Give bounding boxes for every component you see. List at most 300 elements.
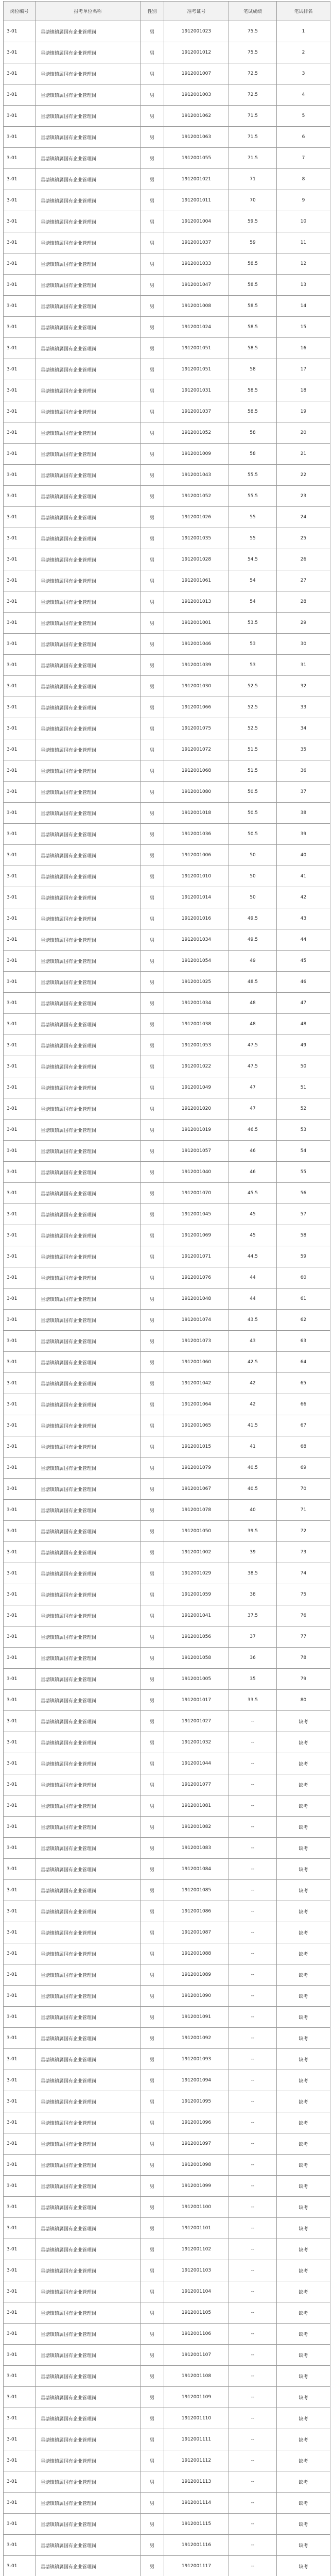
written-rank-cell: 缺考 bbox=[277, 1859, 330, 1880]
ticket-number-cell: 1912001093 bbox=[164, 2049, 229, 2070]
gender-cell: 男 bbox=[141, 2070, 164, 2091]
written-score-cell: -- bbox=[229, 1732, 277, 1753]
written-score-cell: -- bbox=[229, 1880, 277, 1901]
ticket-number-cell: 1912001104 bbox=[164, 2281, 229, 2302]
unit-name-cell: 星塘镇镇属国有企业管理岗 bbox=[36, 2345, 141, 2366]
gender-cell: 男 bbox=[141, 1120, 164, 1141]
position-code-cell: 3-01 bbox=[4, 2049, 36, 2070]
gender-cell: 男 bbox=[141, 253, 164, 275]
unit-name-cell: 星塘镇镇属国有企业管理岗 bbox=[36, 2302, 141, 2324]
unit-name-cell: 星塘镇镇属国有企业管理岗 bbox=[36, 2176, 141, 2197]
written-rank-cell: 10 bbox=[277, 211, 330, 232]
unit-name-cell: 星塘镇镇属国有企业管理岗 bbox=[36, 676, 141, 697]
position-code-cell: 3-01 bbox=[4, 1563, 36, 1584]
position-code-cell: 3-01 bbox=[4, 190, 36, 211]
gender-cell: 男 bbox=[141, 422, 164, 444]
written-rank-cell: 缺考 bbox=[277, 1774, 330, 1795]
gender-cell: 男 bbox=[141, 42, 164, 63]
table-row bbox=[4, 739, 330, 760]
position-code-cell: 3-01 bbox=[4, 1648, 36, 1669]
written-rank-cell: 65 bbox=[277, 1373, 330, 1394]
unit-name-cell: 星塘镇镇属国有企业管理岗 bbox=[36, 803, 141, 824]
ticket-number-cell: 1912001064 bbox=[164, 1394, 229, 1415]
unit-name-cell: 星塘镇镇属国有企业管理岗 bbox=[36, 1500, 141, 1521]
written-rank-cell: 28 bbox=[277, 591, 330, 613]
table-row bbox=[4, 760, 330, 782]
position-code-cell: 3-01 bbox=[4, 1436, 36, 1458]
table-row bbox=[4, 1986, 330, 2007]
written-score-cell: 58.5 bbox=[229, 401, 277, 422]
gender-cell: 男 bbox=[141, 2281, 164, 2302]
gender-cell: 男 bbox=[141, 1394, 164, 1415]
position-code-cell: 3-01 bbox=[4, 21, 36, 42]
gender-cell: 男 bbox=[141, 380, 164, 401]
written-rank-cell: 30 bbox=[277, 634, 330, 655]
written-score-cell: 45 bbox=[229, 1225, 277, 1246]
written-rank-cell: 缺考 bbox=[277, 2176, 330, 2197]
unit-name-cell: 星塘镇镇属国有企业管理岗 bbox=[36, 2514, 141, 2535]
position-code-cell: 3-01 bbox=[4, 1373, 36, 1394]
table-row bbox=[4, 1964, 330, 1986]
written-score-cell: 53.5 bbox=[229, 613, 277, 634]
table-row bbox=[4, 380, 330, 401]
gender-cell: 男 bbox=[141, 2218, 164, 2239]
written-rank-cell: 45 bbox=[277, 951, 330, 972]
position-code-cell: 3-01 bbox=[4, 1542, 36, 1563]
ticket-number-cell: 1912001114 bbox=[164, 2493, 229, 2514]
unit-name-cell: 星塘镇镇属国有企业管理岗 bbox=[36, 972, 141, 993]
ticket-number-cell: 1912001004 bbox=[164, 211, 229, 232]
written-score-cell: -- bbox=[229, 2197, 277, 2218]
position-code-cell: 3-01 bbox=[4, 1120, 36, 1141]
table-row bbox=[4, 1711, 330, 1732]
ticket-number-cell: 1912001022 bbox=[164, 1056, 229, 1077]
ticket-number-cell: 1912001003 bbox=[164, 84, 229, 106]
written-rank-cell: 33 bbox=[277, 697, 330, 718]
header-position-code: 岗位编号 bbox=[4, 2, 36, 21]
table-row bbox=[4, 1922, 330, 1943]
position-code-cell: 3-01 bbox=[4, 1267, 36, 1289]
table-row bbox=[4, 1035, 330, 1056]
ticket-number-cell: 1912001110 bbox=[164, 2408, 229, 2429]
unit-name-cell: 星塘镇镇属国有企业管理岗 bbox=[36, 42, 141, 63]
written-rank-cell: 12 bbox=[277, 253, 330, 275]
position-code-cell: 3-01 bbox=[4, 2197, 36, 2218]
unit-name-cell: 星塘镇镇属国有企业管理岗 bbox=[36, 1711, 141, 1732]
position-code-cell: 3-01 bbox=[4, 84, 36, 106]
written-score-cell: 39.5 bbox=[229, 1521, 277, 1542]
table-row bbox=[4, 2450, 330, 2471]
table-row bbox=[4, 2556, 330, 2576]
header-ticket-number: 准考证号 bbox=[164, 2, 229, 21]
written-rank-cell: 46 bbox=[277, 972, 330, 993]
table-row bbox=[4, 422, 330, 444]
table-body bbox=[4, 21, 330, 2576]
written-rank-cell: 6 bbox=[277, 127, 330, 148]
table-row bbox=[4, 1415, 330, 1436]
ticket-number-cell: 1912001051 bbox=[164, 338, 229, 359]
position-code-cell: 3-01 bbox=[4, 127, 36, 148]
written-score-cell: 40 bbox=[229, 1500, 277, 1521]
unit-name-cell: 星塘镇镇属国有企业管理岗 bbox=[36, 1394, 141, 1415]
unit-name-cell: 星塘镇镇属国有企业管理岗 bbox=[36, 1120, 141, 1141]
written-score-cell: -- bbox=[229, 2387, 277, 2408]
written-rank-cell: 48 bbox=[277, 1014, 330, 1035]
gender-cell: 男 bbox=[141, 1542, 164, 1563]
table-row bbox=[4, 1605, 330, 1626]
written-score-cell: 59.5 bbox=[229, 211, 277, 232]
table-row bbox=[4, 655, 330, 676]
gender-cell: 男 bbox=[141, 718, 164, 739]
ticket-number-cell: 1912001043 bbox=[164, 465, 229, 486]
written-score-cell: 45.5 bbox=[229, 1183, 277, 1204]
gender-cell: 男 bbox=[141, 697, 164, 718]
unit-name-cell: 星塘镇镇属国有企业管理岗 bbox=[36, 1943, 141, 1964]
written-score-cell: -- bbox=[229, 2239, 277, 2260]
table-row bbox=[4, 2028, 330, 2049]
ticket-number-cell: 1912001056 bbox=[164, 1626, 229, 1648]
gender-cell: 男 bbox=[141, 1098, 164, 1120]
ticket-number-cell: 1912001097 bbox=[164, 2133, 229, 2155]
gender-cell: 男 bbox=[141, 1373, 164, 1394]
position-code-cell: 3-01 bbox=[4, 570, 36, 591]
gender-cell: 男 bbox=[141, 2450, 164, 2471]
table-row bbox=[4, 1289, 330, 1310]
ticket-number-cell: 1912001057 bbox=[164, 1141, 229, 1162]
written-score-cell: 40.5 bbox=[229, 1479, 277, 1500]
unit-name-cell: 星塘镇镇属国有企业管理岗 bbox=[36, 1648, 141, 1669]
position-code-cell: 3-01 bbox=[4, 1943, 36, 1964]
table-row bbox=[4, 296, 330, 317]
ticket-number-cell: 1912001072 bbox=[164, 739, 229, 760]
ticket-number-cell: 1912001047 bbox=[164, 275, 229, 296]
unit-name-cell: 星塘镇镇属国有企业管理岗 bbox=[36, 465, 141, 486]
written-rank-cell: 42 bbox=[277, 887, 330, 908]
position-code-cell: 3-01 bbox=[4, 1795, 36, 1817]
ticket-number-cell: 1912001025 bbox=[164, 972, 229, 993]
written-score-cell: 46 bbox=[229, 1141, 277, 1162]
table-row bbox=[4, 1880, 330, 1901]
ticket-number-cell: 1912001027 bbox=[164, 1711, 229, 1732]
ticket-number-cell: 1912001069 bbox=[164, 1225, 229, 1246]
written-rank-cell: 缺考 bbox=[277, 2028, 330, 2049]
table-row bbox=[4, 1563, 330, 1584]
written-score-cell: 48 bbox=[229, 1014, 277, 1035]
unit-name-cell: 星塘镇镇属国有企业管理岗 bbox=[36, 2091, 141, 2112]
unit-name-cell: 星塘镇镇属国有企业管理岗 bbox=[36, 655, 141, 676]
position-code-cell: 3-01 bbox=[4, 2535, 36, 2556]
unit-name-cell: 星塘镇镇属国有企业管理岗 bbox=[36, 1922, 141, 1943]
gender-cell: 男 bbox=[141, 972, 164, 993]
gender-cell: 男 bbox=[141, 1711, 164, 1732]
gender-cell: 男 bbox=[141, 401, 164, 422]
table-row bbox=[4, 2345, 330, 2366]
written-score-cell: -- bbox=[229, 2408, 277, 2429]
table-row bbox=[4, 42, 330, 63]
table-row bbox=[4, 275, 330, 296]
written-rank-cell: 缺考 bbox=[277, 2197, 330, 2218]
written-rank-cell: 57 bbox=[277, 1204, 330, 1225]
gender-cell: 男 bbox=[141, 1141, 164, 1162]
written-score-cell: 50.5 bbox=[229, 824, 277, 845]
written-rank-cell: 3 bbox=[277, 63, 330, 84]
written-rank-cell: 50 bbox=[277, 1056, 330, 1077]
position-code-cell: 3-01 bbox=[4, 1901, 36, 1922]
position-code-cell: 3-01 bbox=[4, 1415, 36, 1436]
table-row bbox=[4, 908, 330, 929]
written-rank-cell: 缺考 bbox=[277, 1880, 330, 1901]
written-rank-cell: 62 bbox=[277, 1310, 330, 1331]
table-row bbox=[4, 2260, 330, 2281]
table-row bbox=[4, 106, 330, 127]
gender-cell: 男 bbox=[141, 84, 164, 106]
position-code-cell: 3-01 bbox=[4, 1479, 36, 1500]
position-code-cell: 3-01 bbox=[4, 1859, 36, 1880]
written-rank-cell: 13 bbox=[277, 275, 330, 296]
written-score-cell: -- bbox=[229, 1838, 277, 1859]
written-rank-cell: 缺考 bbox=[277, 2514, 330, 2535]
written-score-cell: -- bbox=[229, 1795, 277, 1817]
unit-name-cell: 星塘镇镇属国有企业管理岗 bbox=[36, 2324, 141, 2345]
position-code-cell: 3-01 bbox=[4, 1986, 36, 2007]
position-code-cell: 3-01 bbox=[4, 253, 36, 275]
written-rank-cell: 5 bbox=[277, 106, 330, 127]
table-row bbox=[4, 2218, 330, 2239]
unit-name-cell: 星塘镇镇属国有企业管理岗 bbox=[36, 2070, 141, 2091]
written-score-cell: 46 bbox=[229, 1162, 277, 1183]
written-rank-cell: 25 bbox=[277, 528, 330, 549]
gender-cell: 男 bbox=[141, 2302, 164, 2324]
table-row bbox=[4, 2281, 330, 2302]
table-row bbox=[4, 1542, 330, 1563]
written-score-cell: 54.5 bbox=[229, 549, 277, 570]
position-code-cell: 3-01 bbox=[4, 63, 36, 84]
ticket-number-cell: 1912001061 bbox=[164, 570, 229, 591]
gender-cell: 男 bbox=[141, 232, 164, 253]
table-row bbox=[4, 211, 330, 232]
written-rank-cell: 1 bbox=[277, 21, 330, 42]
written-rank-cell: 15 bbox=[277, 317, 330, 338]
position-code-cell: 3-01 bbox=[4, 486, 36, 507]
position-code-cell: 3-01 bbox=[4, 2345, 36, 2366]
gender-cell: 男 bbox=[141, 993, 164, 1014]
unit-name-cell: 星塘镇镇属国有企业管理岗 bbox=[36, 549, 141, 570]
position-code-cell: 3-01 bbox=[4, 1141, 36, 1162]
gender-cell: 男 bbox=[141, 2197, 164, 2218]
written-rank-cell: 66 bbox=[277, 1394, 330, 1415]
written-rank-cell: 53 bbox=[277, 1120, 330, 1141]
position-code-cell: 3-01 bbox=[4, 1584, 36, 1605]
gender-cell: 男 bbox=[141, 803, 164, 824]
table-row bbox=[4, 2091, 330, 2112]
position-code-cell: 3-01 bbox=[4, 2514, 36, 2535]
ticket-number-cell: 1912001065 bbox=[164, 1415, 229, 1436]
written-score-cell: 44 bbox=[229, 1289, 277, 1310]
gender-cell: 男 bbox=[141, 824, 164, 845]
position-code-cell: 3-01 bbox=[4, 803, 36, 824]
ticket-number-cell: 1912001006 bbox=[164, 845, 229, 866]
written-score-cell: -- bbox=[229, 1817, 277, 1838]
unit-name-cell: 星塘镇镇属国有企业管理岗 bbox=[36, 2471, 141, 2493]
position-code-cell: 3-01 bbox=[4, 2471, 36, 2493]
written-rank-cell: 35 bbox=[277, 739, 330, 760]
gender-cell: 男 bbox=[141, 2408, 164, 2429]
table-row bbox=[4, 2429, 330, 2450]
unit-name-cell: 星塘镇镇属国有企业管理岗 bbox=[36, 2197, 141, 2218]
table-row bbox=[4, 2155, 330, 2176]
table-row bbox=[4, 1838, 330, 1859]
written-score-cell: -- bbox=[229, 1753, 277, 1774]
unit-name-cell: 星塘镇镇属国有企业管理岗 bbox=[36, 1584, 141, 1605]
header-written-rank: 笔试排名 bbox=[277, 2, 330, 21]
written-rank-cell: 缺考 bbox=[277, 1901, 330, 1922]
written-score-cell: -- bbox=[229, 2535, 277, 2556]
written-score-cell: -- bbox=[229, 1964, 277, 1986]
written-rank-cell: 缺考 bbox=[277, 2049, 330, 2070]
gender-cell: 男 bbox=[141, 2535, 164, 2556]
unit-name-cell: 星塘镇镇属国有企业管理岗 bbox=[36, 866, 141, 887]
gender-cell: 男 bbox=[141, 528, 164, 549]
written-score-cell: -- bbox=[229, 2514, 277, 2535]
position-code-cell: 3-01 bbox=[4, 1162, 36, 1183]
unit-name-cell: 星塘镇镇属国有企业管理岗 bbox=[36, 1373, 141, 1394]
position-code-cell: 3-01 bbox=[4, 2324, 36, 2345]
gender-cell: 男 bbox=[141, 1690, 164, 1711]
written-rank-cell: 18 bbox=[277, 380, 330, 401]
table-row bbox=[4, 1077, 330, 1098]
unit-name-cell: 星塘镇镇属国有企业管理岗 bbox=[36, 929, 141, 951]
unit-name-cell: 星塘镇镇属国有企业管理岗 bbox=[36, 1225, 141, 1246]
ticket-number-cell: 1912001046 bbox=[164, 634, 229, 655]
written-rank-cell: 11 bbox=[277, 232, 330, 253]
written-score-cell: 54 bbox=[229, 591, 277, 613]
unit-name-cell: 星塘镇镇属国有企业管理岗 bbox=[36, 782, 141, 803]
table-row bbox=[4, 1521, 330, 1542]
position-code-cell: 3-01 bbox=[4, 1964, 36, 1986]
gender-cell: 男 bbox=[141, 1626, 164, 1648]
written-score-cell: -- bbox=[229, 2429, 277, 2450]
written-score-cell: -- bbox=[229, 2471, 277, 2493]
ticket-number-cell: 1912001050 bbox=[164, 1521, 229, 1542]
written-rank-cell: 43 bbox=[277, 908, 330, 929]
unit-name-cell: 星塘镇镇属国有企业管理岗 bbox=[36, 1014, 141, 1035]
position-code-cell: 3-01 bbox=[4, 1605, 36, 1626]
position-code-cell: 3-01 bbox=[4, 718, 36, 739]
position-code-cell: 3-01 bbox=[4, 1098, 36, 1120]
written-rank-cell: 缺考 bbox=[277, 2302, 330, 2324]
table-row bbox=[4, 84, 330, 106]
gender-cell: 男 bbox=[141, 2049, 164, 2070]
table-row bbox=[4, 232, 330, 253]
written-score-cell: 44 bbox=[229, 1267, 277, 1289]
ticket-number-cell: 1912001107 bbox=[164, 2345, 229, 2366]
gender-cell: 男 bbox=[141, 275, 164, 296]
unit-name-cell: 星塘镇镇属国有企业管理岗 bbox=[36, 634, 141, 655]
gender-cell: 男 bbox=[141, 760, 164, 782]
written-rank-cell: 缺考 bbox=[277, 2408, 330, 2429]
gender-cell: 男 bbox=[141, 1077, 164, 1098]
table-row bbox=[4, 845, 330, 866]
table-row bbox=[4, 2049, 330, 2070]
position-code-cell: 3-01 bbox=[4, 676, 36, 697]
unit-name-cell: 星塘镇镇属国有企业管理岗 bbox=[36, 1563, 141, 1584]
table-row bbox=[4, 2535, 330, 2556]
written-score-cell: -- bbox=[229, 2091, 277, 2112]
ticket-number-cell: 1912001112 bbox=[164, 2450, 229, 2471]
gender-cell: 男 bbox=[141, 1774, 164, 1795]
table-row bbox=[4, 2239, 330, 2260]
unit-name-cell: 星塘镇镇属国有企业管理岗 bbox=[36, 106, 141, 127]
unit-name-cell: 星塘镇镇属国有企业管理岗 bbox=[36, 613, 141, 634]
position-code-cell: 3-01 bbox=[4, 1458, 36, 1479]
gender-cell: 男 bbox=[141, 2471, 164, 2493]
written-score-cell: 75.5 bbox=[229, 21, 277, 42]
ticket-number-cell: 1912001098 bbox=[164, 2155, 229, 2176]
table-row bbox=[4, 1479, 330, 1500]
table-row bbox=[4, 1943, 330, 1964]
position-code-cell: 3-01 bbox=[4, 1521, 36, 1542]
unit-name-cell: 星塘镇镇属国有企业管理岗 bbox=[36, 2049, 141, 2070]
ticket-number-cell: 1912001021 bbox=[164, 169, 229, 190]
written-score-cell: 58.5 bbox=[229, 380, 277, 401]
ticket-number-cell: 1912001058 bbox=[164, 1648, 229, 1669]
written-score-cell: -- bbox=[229, 1922, 277, 1943]
written-rank-cell: 77 bbox=[277, 1626, 330, 1648]
written-score-cell: 53 bbox=[229, 634, 277, 655]
gender-cell: 男 bbox=[141, 2007, 164, 2028]
written-rank-cell: 缺考 bbox=[277, 1838, 330, 1859]
unit-name-cell: 星塘镇镇属国有企业管理岗 bbox=[36, 1732, 141, 1753]
position-code-cell: 3-01 bbox=[4, 972, 36, 993]
written-score-cell: 49 bbox=[229, 951, 277, 972]
position-code-cell: 3-01 bbox=[4, 1204, 36, 1225]
table-row bbox=[4, 1901, 330, 1922]
table-row bbox=[4, 1458, 330, 1479]
ticket-number-cell: 1912001116 bbox=[164, 2535, 229, 2556]
table-row bbox=[4, 1859, 330, 1880]
ticket-number-cell: 1912001111 bbox=[164, 2429, 229, 2450]
written-rank-cell: 缺考 bbox=[277, 2471, 330, 2493]
gender-cell: 男 bbox=[141, 2514, 164, 2535]
unit-name-cell: 星塘镇镇属国有企业管理岗 bbox=[36, 401, 141, 422]
written-rank-cell: 63 bbox=[277, 1331, 330, 1352]
ticket-number-cell: 1912001020 bbox=[164, 1098, 229, 1120]
table-row bbox=[4, 1183, 330, 1204]
position-code-cell: 3-01 bbox=[4, 2218, 36, 2239]
gender-cell: 男 bbox=[141, 1605, 164, 1626]
position-code-cell: 3-01 bbox=[4, 507, 36, 528]
ticket-number-cell: 1912001019 bbox=[164, 1120, 229, 1141]
unit-name-cell: 星塘镇镇属国有企业管理岗 bbox=[36, 2239, 141, 2260]
position-code-cell: 3-01 bbox=[4, 465, 36, 486]
ticket-number-cell: 1912001086 bbox=[164, 1901, 229, 1922]
written-score-cell: 72.5 bbox=[229, 63, 277, 84]
unit-name-cell: 星塘镇镇属国有企业管理岗 bbox=[36, 2408, 141, 2429]
position-code-cell: 3-01 bbox=[4, 591, 36, 613]
written-score-cell: -- bbox=[229, 2070, 277, 2091]
gender-cell: 男 bbox=[141, 1838, 164, 1859]
written-score-cell: 38.5 bbox=[229, 1563, 277, 1584]
written-rank-cell: 缺考 bbox=[277, 2556, 330, 2576]
gender-cell: 男 bbox=[141, 1563, 164, 1584]
written-score-cell: -- bbox=[229, 2345, 277, 2366]
ticket-number-cell: 1912001106 bbox=[164, 2324, 229, 2345]
position-code-cell: 3-01 bbox=[4, 1922, 36, 1943]
position-code-cell: 3-01 bbox=[4, 1817, 36, 1838]
unit-name-cell: 星塘镇镇属国有企业管理岗 bbox=[36, 1605, 141, 1626]
unit-name-cell: 星塘镇镇属国有企业管理岗 bbox=[36, 2155, 141, 2176]
ticket-number-cell: 1912001070 bbox=[164, 1183, 229, 1204]
